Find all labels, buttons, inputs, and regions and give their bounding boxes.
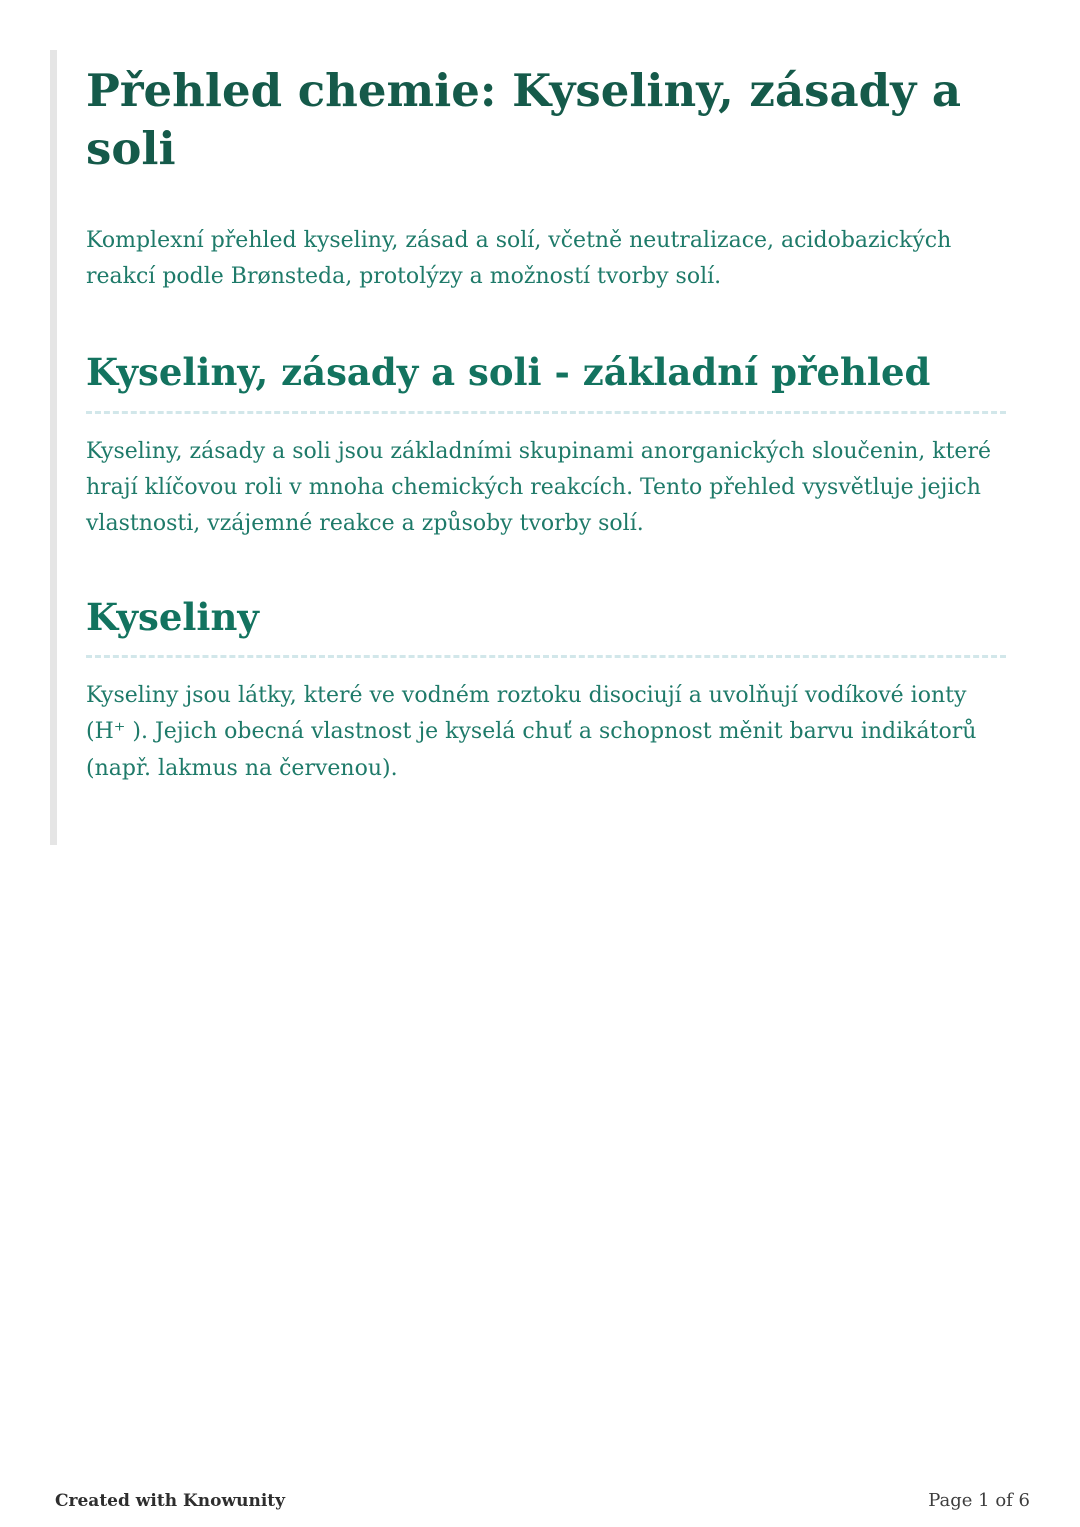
intro-paragraph: Komplexní přehled kyseliny, zásad a solí, včetně neutralizace, acidobazických reakcí podle Brønsteda, protolýzy a možností tvorby solí. (86, 228, 952, 289)
page-footer (55, 1490, 1030, 1511)
document-content (86, 62, 1006, 839)
footer-page-number: Page 1 of 6 (928, 1490, 1030, 1511)
section-body-kyseliny: Kyseliny jsou látky, které ve vodném roztoku disociují a uvolňují vodíkové ionty (H⁺ ). Jejich obecná vlastnost je kyselá chuť a schopnost měnit barvu indikátorů (např. lakmus na červenou). (86, 683, 977, 781)
footer-created-with-label: Created with Knowunity (55, 1491, 286, 1511)
left-accent-bar (50, 50, 57, 845)
section-heading-overview: Kyseliny, zásady a soli - základní přehled (86, 350, 1006, 413)
section-heading-kyseliny: Kyseliny (86, 595, 1006, 658)
section-body-overview: Kyseliny, zásady a soli jsou základními skupinami anorganických sloučenin, které hrají klíčovou roli v mnoha chemických reakcích. Tento přehled vysvětluje jejich vlastnosti, vzájemné reakce a způsoby tvorby solí. (86, 438, 991, 537)
page-title: Přehled chemie: Kyseliny, zásady a soli (86, 64, 962, 175)
